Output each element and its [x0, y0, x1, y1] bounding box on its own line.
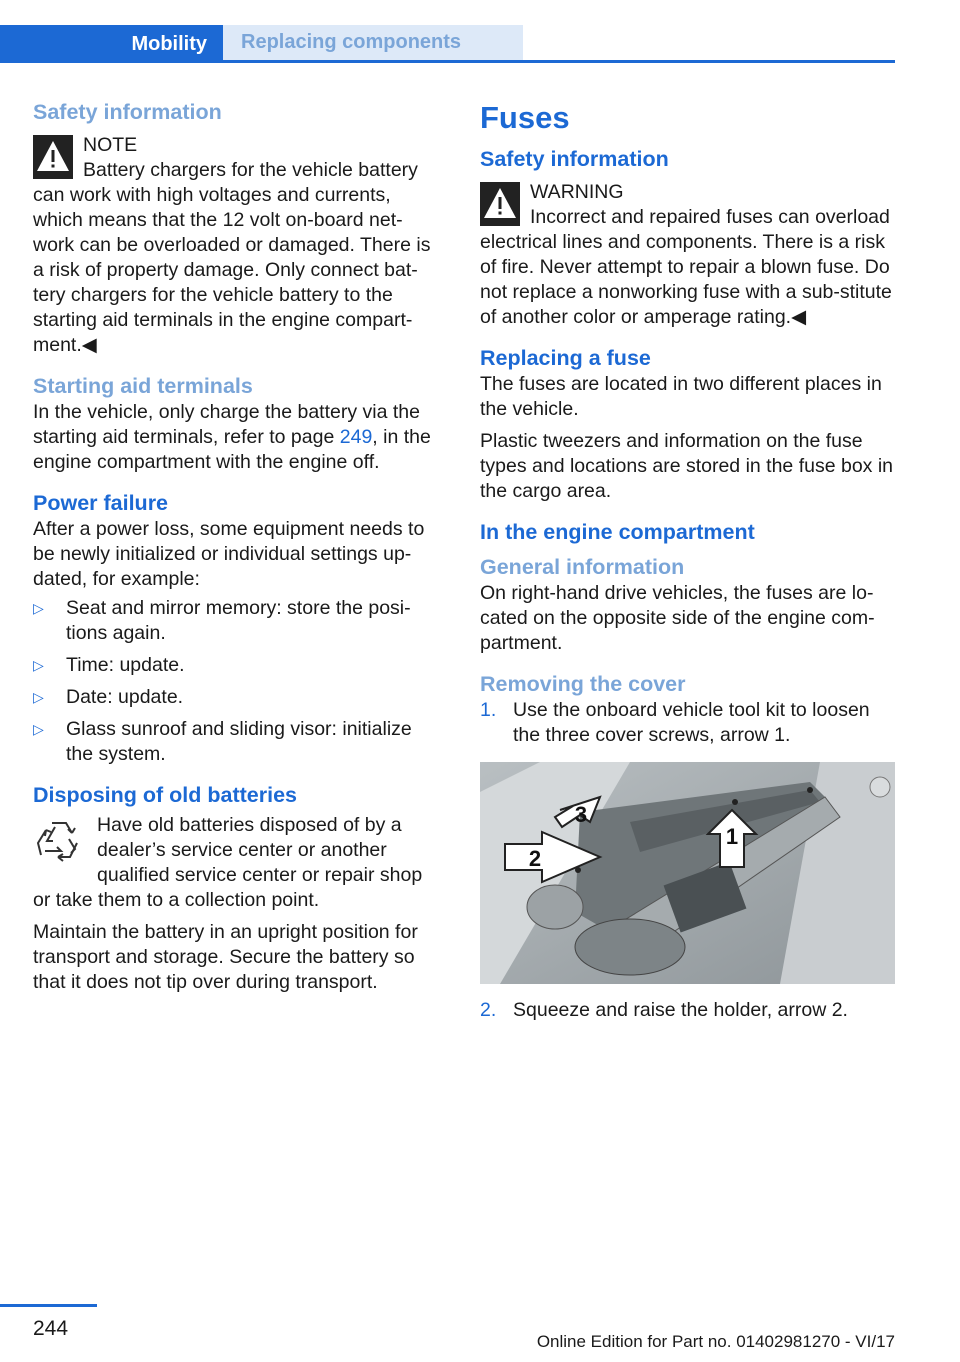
list-item: ▷ Seat and mirror memory: store the posi-tions again. — [33, 597, 411, 644]
engine-compartment-heading: In the engine compartment — [480, 520, 755, 544]
list-item: ▷ Glass sunroof and sliding visor: initialize the system. — [33, 718, 412, 765]
removing-steps — [480, 698, 896, 748]
left-column — [33, 98, 438, 995]
page-link[interactable]: 249 — [339, 426, 373, 448]
warning-triangle-icon — [33, 135, 73, 179]
figure-label-1: 1 — [725, 824, 739, 849]
fuses-title: Fuses — [480, 100, 570, 135]
list-item: ▷ Date: update. — [33, 686, 184, 708]
engine-compartment-figure — [480, 762, 895, 984]
right-column — [480, 98, 896, 1023]
replacing-fuse-heading: Replacing a fuse — [480, 346, 651, 370]
warning-label: WARNING — [530, 181, 624, 203]
figure-label-3: 3 — [574, 802, 588, 827]
page-number: 244 — [33, 1317, 69, 1340]
step-2: 2. Squeeze and raise the holder, arrow 2. — [480, 999, 848, 1021]
general-info-text: On right-hand drive vehicles, the fuses are lo-cated on the opposite side of the engine com-partment. — [480, 582, 875, 654]
starting-aid-text: In the vehicle, only charge the battery via the starting aid terminals, refer to page 249, in the engine compartment with the engine off. — [33, 401, 431, 473]
list-item: ▷ Time: update. — [33, 654, 185, 676]
triangle-bullet-icon: ▷ — [33, 657, 44, 673]
step-1: 1. Use the onboard vehicle tool kit to loosen the three cover screws, arrow 1. — [480, 699, 870, 746]
edition-info: Online Edition for Part no. 01402981270 - VI/17 — [536, 1332, 895, 1351]
note-label: NOTE — [83, 134, 138, 156]
warning-text: electrical lines and components. There is a risk of fire. Never attempt to repair a blown fuse. Do not replace a nonworking fuse with a sub-stitute of another color or amperage rating.◀ — [480, 231, 892, 328]
recycle-icon — [33, 815, 85, 869]
note-text: can work with high voltages and currents, which means that the 12 volt on-board net-work can be overloaded or damaged. There is a risk of property damage. Only connect bat-tery chargers for the vehicle battery to the starting aid terminals in the engine compart-ment.◀ — [33, 184, 431, 356]
page-header — [0, 25, 895, 63]
footer-rule — [0, 1304, 97, 1307]
removing-cover-heading: Removing the cover — [480, 672, 686, 696]
figure-label-2: 2 — [528, 846, 542, 871]
warning-triangle-icon — [480, 182, 520, 226]
tab-replacing-components[interactable]: Replacing components — [223, 25, 523, 60]
note-first-line: Battery chargers for the vehicle battery — [83, 159, 418, 181]
safety-info-heading: Safety information — [33, 100, 222, 124]
power-failure-text: After a power loss, some equipment needs to be newly initialized or individual settings up-dated, for example: — [33, 518, 425, 590]
triangle-bullet-icon: ▷ — [33, 600, 44, 616]
triangle-bullet-icon: ▷ — [33, 689, 44, 705]
fuses-safety-heading: Safety information — [480, 147, 669, 171]
power-failure-list — [33, 596, 438, 767]
tab-mobility[interactable]: Mobility — [0, 25, 223, 63]
removing-steps-continued — [480, 998, 896, 1023]
disposing-text: Have old batteries disposed of by a dealer’s service center or another qualified service center or repair shop or take them to a collection point. — [33, 814, 423, 911]
maintain-text: Maintain the battery in an upright position for transport and storage. Secure the battery so that it does not tip over during transport. — [33, 921, 418, 993]
power-failure-heading: Power failure — [33, 491, 169, 515]
general-info-heading: General information — [480, 555, 685, 579]
replacing-text-2: Plastic tweezers and information on the fuse types and locations are stored in the fuse box in the cargo area. — [480, 430, 894, 502]
header-rule — [0, 60, 895, 63]
disposing-heading: Disposing of old batteries — [33, 783, 297, 807]
warning-first-line: Incorrect and repaired fuses can overload — [530, 206, 890, 228]
triangle-bullet-icon: ▷ — [33, 721, 44, 737]
replacing-text-1: The fuses are located in two different places in the vehicle. — [480, 373, 882, 420]
starting-aid-heading: Starting aid terminals — [33, 374, 253, 398]
